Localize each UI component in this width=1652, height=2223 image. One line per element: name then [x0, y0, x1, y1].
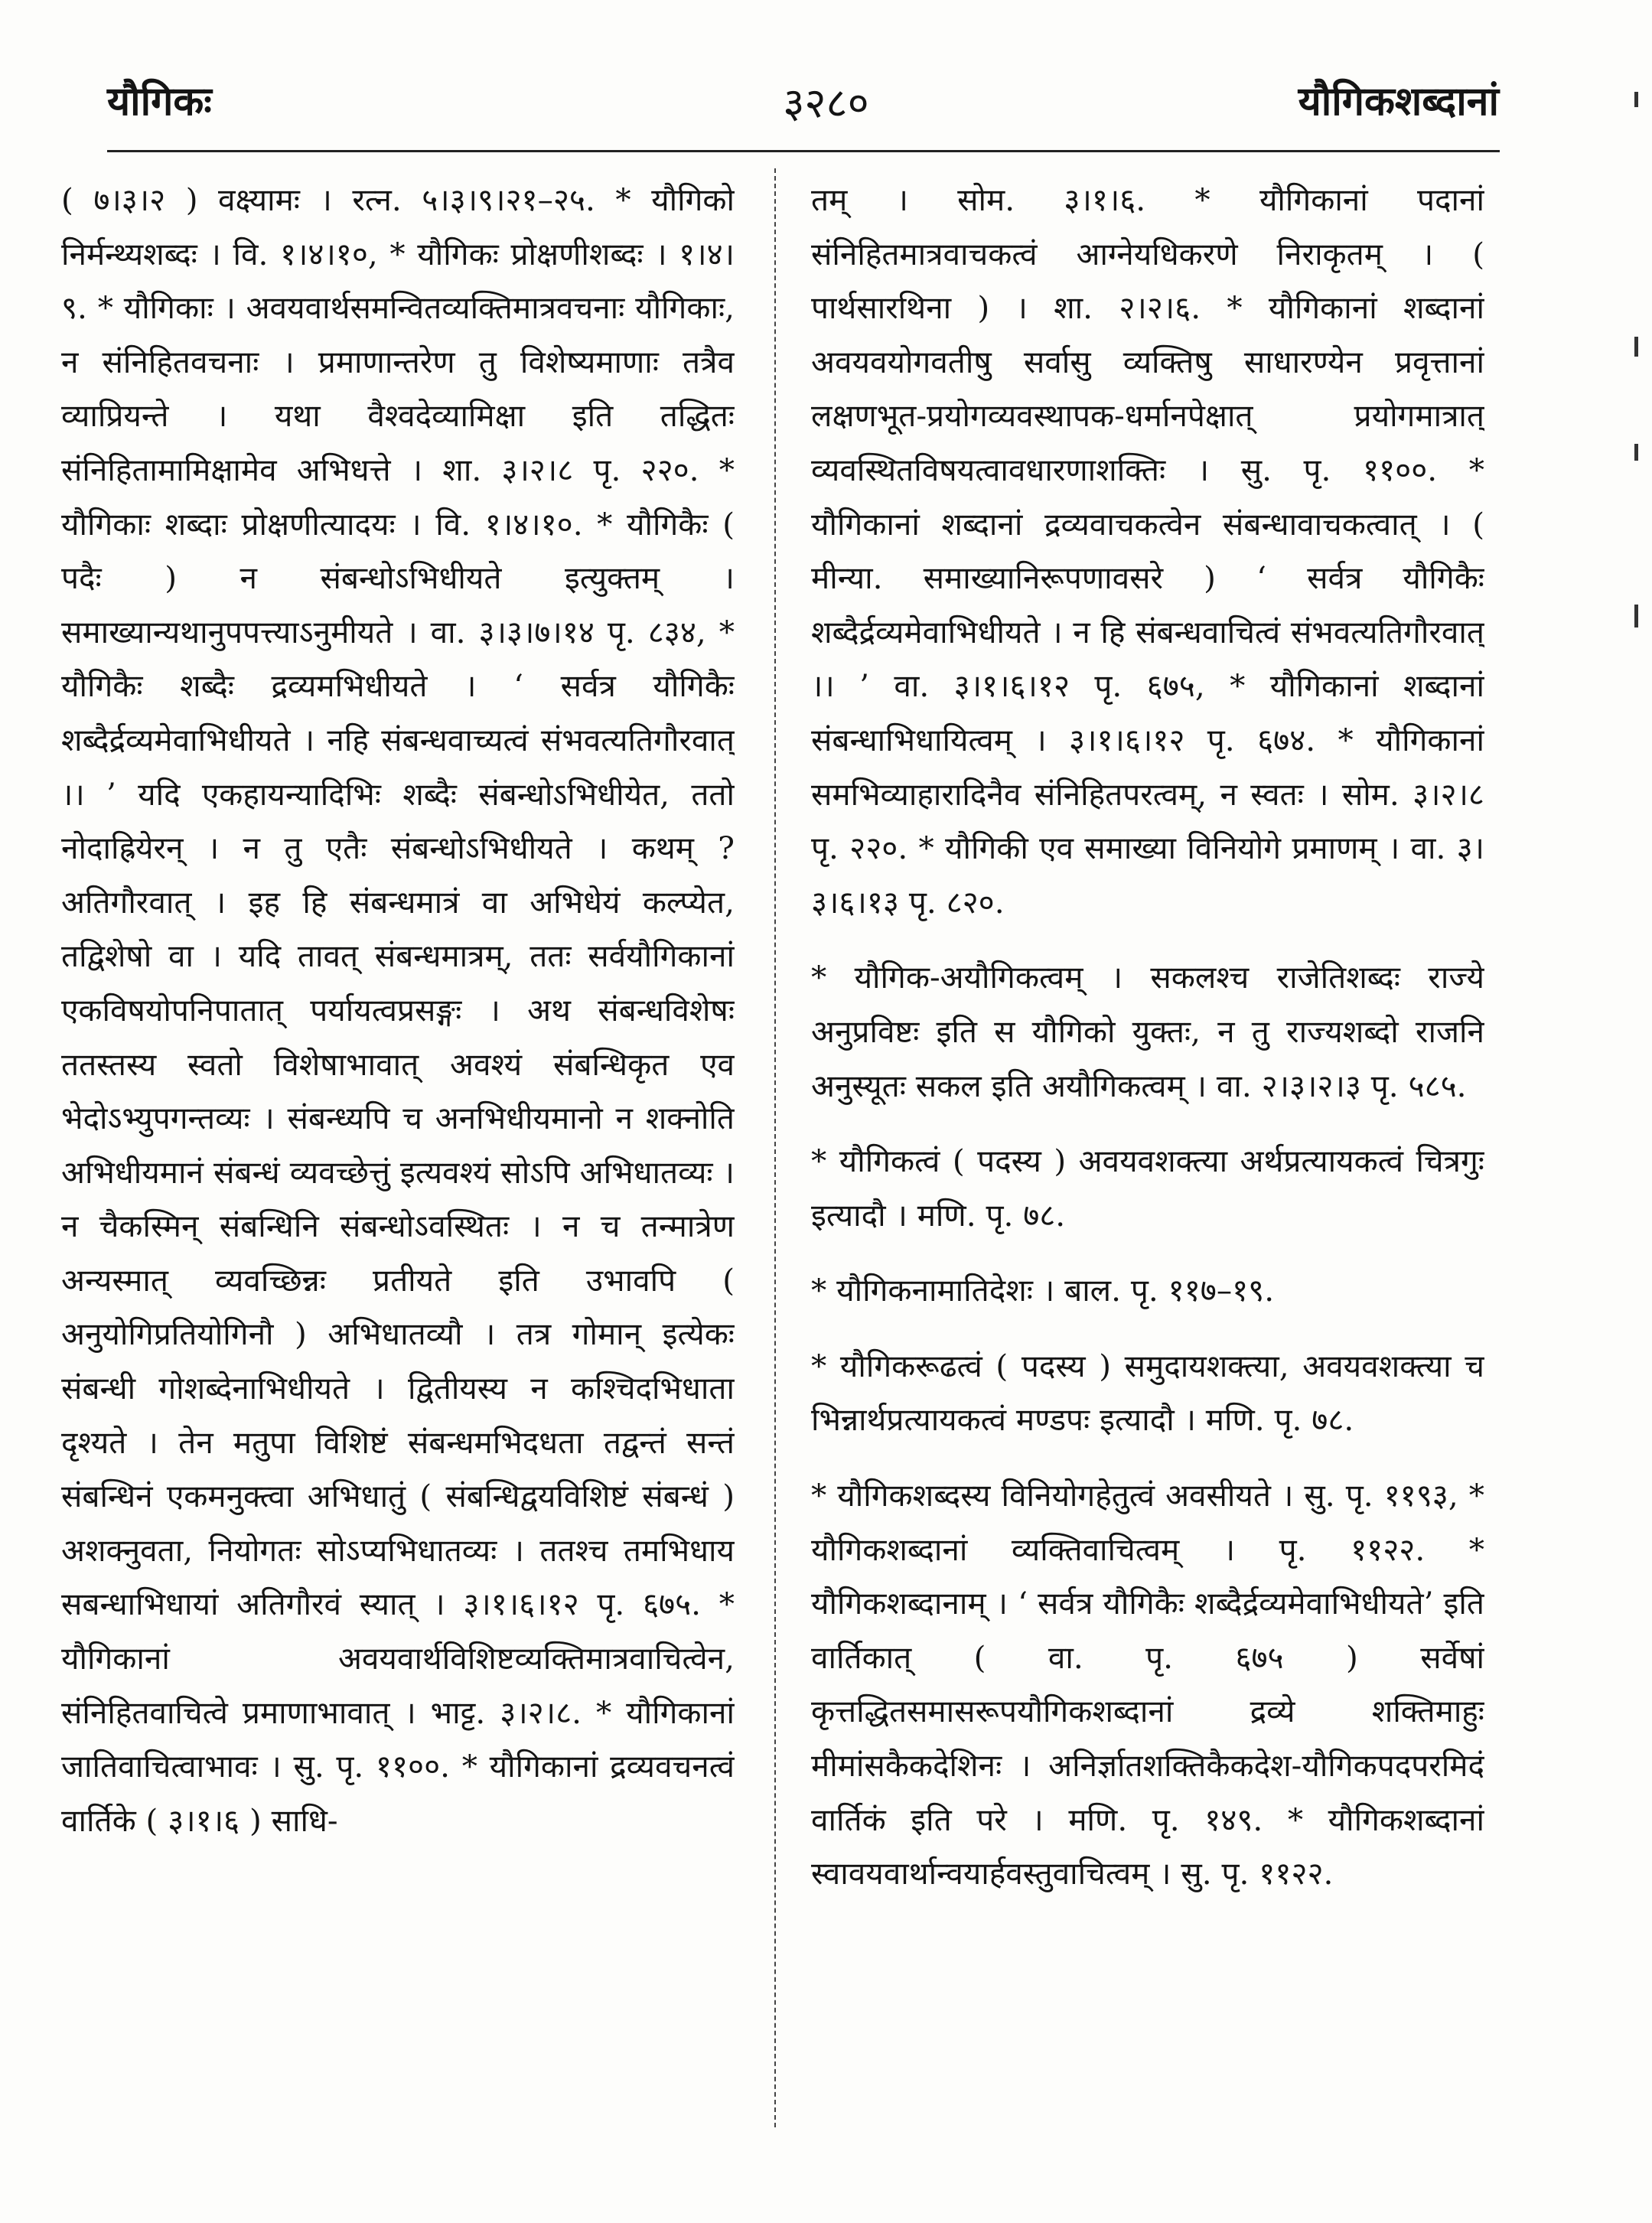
right-paragraph-6: * यौगिकशब्दस्य विनियोगहेतुत्वं अवसीयते । सु. पृ. ११९३, * यौगिकशब्दानां व्यक्तिवाचित्वम् । पृ. ११२२. * यौगिकशब्दानाम् । ‘ सर्वत्र यौगिकैः शब्दैर्द्रव्यमेवाभिधीयते’ इति वार्तिकात् ( वा. पृ. ६७५ ) सर्वेषां कृत्तद्धितसमासरूपयौगिकशब्दानां द्रव्ये शक्तिमाहुः मीमांसकैकदेशिनः । अनिर्ज्ञातशक्तिकैकदेश-यौगिकपदपरमिदं वार्तिकं इति परे । मणि. पृ. १४९. * यौगिकशब्दानां स्वावयवार्थान्वयार्हवस्तुवाचित्वम् । सु. पृ. ११२२.	[811, 1477, 1484, 1892]
page-number: ३२८०	[783, 79, 869, 127]
left-column-text: ( ७।३।२ ) वक्ष्यामः । रत्न. ५।३।९।२१–२५. * यौगिको निर्मन्थ्यशब्दः । वि. १।४।१०, * यौगिकः प्रोक्षणीशब्दः । १।४।९. * यौगिकाः । अवयवार्थसमन्वितव्यक्तिमात्रवचनाः यौगिकाः, न संनिहितवचनाः । प्रमाणान्तरेण तु विशेष्यमाणाः तत्रैव व्याप्रियन्ते । यथा वैश्वदेव्यामिक्षा इति तद्धितः संनिहितामामिक्षामेव अभिधत्ते । शा. ३।२।८ पृ. २२०. * यौगिकाः शब्दाः प्रोक्षणीत्यादयः । वि. १।४।१०. * यौगिकैः ( पदैः ) न संबन्धोऽभिधीयते इत्युक्तम् । समाख्यान्यथानुपपत्त्याऽनुमीयते । वा. ३।३।७।१४ पृ. ८३४, * यौगिकैः शब्दैः द्रव्यमभिधीयते । ‘ सर्वत्र यौगिकैः शब्दैर्द्रव्यमेवाभिधीयते । नहि संबन्धवाच्यत्वं संभवत्यतिगौरवात् ।। ’ यदि एकहायन्यादिभिः शब्दैः संबन्धोऽभिधीयेत, ततो नोदाह्रियेरन् । न तु एतैः संबन्धोऽभिधीयते । कथम् ? अतिगौरवात् । इह हि संबन्धमात्रं वा अभिधेयं कल्प्येत, तद्विशेषो वा । यदि तावत् संबन्धमात्रम्, ततः सर्वयौगिकानां एकविषयोपनिपातात् पर्यायत्वप्रसङ्गः । अथ संबन्धविशेषः ततस्तस्य स्वतो विशेषाभावात् अवश्यं संबन्धिकृत एव भेदोऽभ्युपगन्तव्यः । संबन्ध्यपि च अनभिधीयमानो न शक्नोति अभिधीयमानं संबन्धं व्यवच्छेत्तुं इत्यवश्यं सोऽपि अभिधातव्यः । न चैकस्मिन् संबन्धिनि संबन्धोऽवस्थितः । न च तन्मात्रेण अन्यस्मात् व्यवच्छिन्नः प्रतीयते इति उभावपि ( अनुयोगिप्रतियोगिनौ ) अभिधातव्यौ । तत्र गोमान् इत्येकः संबन्धी गोशब्देनाभिधीयते । द्वितीयस्य न कश्चिदभिधाता दृश्यते । तेन मतुपा विशिष्टं संबन्धमभिदधता तद्वन्तं सन्तं संबन्धिनं एकमनुक्त्वा अभिधातुं ( संबन्धिद्वयविशिष्टं संबन्धं ) अशक्नुवता, नियोगतः सोऽप्यभिधातव्यः । ततश्च तमभिधाय सबन्धाभिधायां अतिगौरवं स्यात् । ३।१।६।१२ पृ. ६७५. * यौगिकानां अवयवार्थविशिष्टव्यक्तिमात्रवाचित्वेन, संनिहितवाचित्वे प्रमाणाभावात् । भाट्ट. ३।२।८. * यौगिकानां जातिवाचित्वाभावः । सु. पृ. ११००. * यौगिकानां द्रव्यवचनत्वं वार्तिके ( ३।१।६ ) साधि-	[61, 181, 735, 1839]
right-paragraph-1: तम् । सोम. ३।१।६. * यौगिकानां पदानां संनिहितमात्रवाचकत्वं आग्नेयधिकरणे निराकृतम् । ( पार्थसारथिना ) । शा. २।२।६. * यौगिकानां शब्दानां अवयवयोगवतीषु सर्वासु व्यक्तिषु साधारण्येन प्रवृत्तानां लक्षणभूत-प्रयोगव्यवस्थापक-धर्मानपेक्षात् प्रयोगमात्रात् व्यवस्थितविषयत्वावधारणाशक्तिः । सु. पृ. ११००. * यौगिकानां शब्दानां द्रव्यवाचकत्वेन संबन्धावाचकत्वात् । ( मीन्या. समाख्यानिरूपणावसरे ) ‘ सर्वत्र यौगिकैः शब्दैर्द्रव्यमेवाभिधीयते । न हि संबन्धवाचित्वं संभवत्यतिगौरवात् ।। ’ वा. ३।१।६।१२ पृ. ६७५, * यौगिकानां शब्दानां संबन्धाभिधायित्वम् । ३।१।६।१२ पृ. ६७४. * यौगिकानां समभिव्याहारादिनैव संनिहितपरत्वम्, न स्वतः । सोम. ३।२।८ पृ. २२०. * यौगिकी एव समाख्या विनियोगे प्रमाणम् । वा. ३।३।६।१३ पृ. ८२०.	[811, 181, 1484, 921]
left-column	[61, 173, 735, 2163]
column-divider	[774, 168, 776, 2127]
right-paragraph-4: * यौगिकनामातिदेशः । बाल. पृ. ११७–१९.	[811, 1272, 1275, 1309]
scan-edge-mark	[1634, 92, 1638, 107]
scan-edge-mark	[1634, 444, 1638, 461]
page-header	[0, 0, 1652, 153]
running-head-left: यौगिकः	[107, 78, 212, 125]
right-column	[811, 173, 1484, 2163]
running-head-right: यौगिकशब्दानां	[1298, 78, 1499, 125]
header-rule	[107, 150, 1500, 152]
right-paragraph-3: * यौगिकत्वं ( पदस्य ) अवयवशक्त्या अर्थप्रत्यायकत्वं चित्रगुः इत्यादौ । मणि. पृ. ७८.	[811, 1142, 1484, 1234]
right-paragraph-5: * यौगिकरूढत्वं ( पदस्य ) समुदायशक्त्या, अवयवशक्त्या च भिन्नार्थप्रत्यायकत्वं मण्डपः इत्यादौ । मणि. पृ. ७८.	[811, 1347, 1484, 1439]
scan-edge-mark	[1634, 337, 1638, 357]
right-paragraph-2: * यौगिक-अयौगिकत्वम् । सकलश्च राजेतिशब्दः राज्ये अनुप्रविष्टः इति स यौगिको युक्तः, न तु राज्यशब्दो राजनि अनुस्यूतः सकल इति अयौगिकत्वम् । वा. २।३।२।३ पृ. ५८५.	[811, 959, 1484, 1104]
scan-edge-mark	[1634, 605, 1638, 627]
